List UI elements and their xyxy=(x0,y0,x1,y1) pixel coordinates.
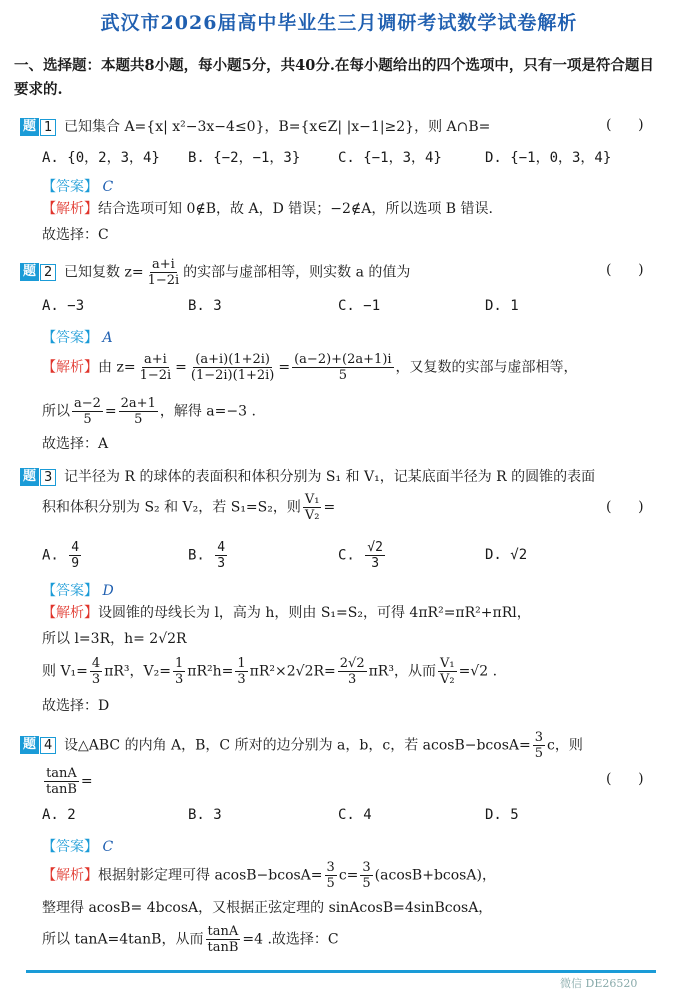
badge-number: 3 xyxy=(40,469,56,486)
badge-number: 4 xyxy=(40,737,56,754)
option: B. $\frac{4}{3}$ xyxy=(188,540,226,571)
analysis-line: 则 V₁= $\frac{4}{3}$ πR³，V₂= $\frac{1}{3}$ πR²h= $\frac{1}{3}$ πR²×2√2R= $\frac{2√2}{3}$ πR³，从而 $\frac{\text{V₁}}{\text{V₂}}$ =√2 . xyxy=(42,656,498,687)
analysis-label: 【解析】 xyxy=(42,201,98,217)
answer-label: 【答案】 xyxy=(42,583,98,599)
option: D. √2 xyxy=(485,547,528,563)
option: B. 3 xyxy=(188,807,222,823)
analysis-line: 所以 tanA=4tanB，从而 $\frac{\tan A}{\tan B}$ =4 .故选择：C xyxy=(42,924,339,955)
badge-label: 题 xyxy=(20,118,39,136)
analysis-line: 【解析】设圆锥的母线长为 l，高为 h，则由 S₁=S₂，可得 4πR²=πR²+πRl， xyxy=(42,605,531,621)
analysis-line xyxy=(42,199,493,219)
answer-value: D xyxy=(102,583,114,599)
answer-line xyxy=(42,580,114,600)
badge-label: 题 xyxy=(20,736,39,754)
question-stem: 已知集合 A={x| x²−3x−4≤0}，B={x∈Z| |x−1|≥2}，则 A∩B= xyxy=(64,119,491,135)
answer-value: C xyxy=(102,179,114,195)
answer-blank: ( ) xyxy=(606,499,644,515)
page-title: 武汉市2026届高中毕业生三月调研考试数学试卷解析 xyxy=(100,12,578,34)
option: A. 2 xyxy=(42,807,76,823)
answer-line xyxy=(42,836,113,856)
analysis-line: 故选择：D xyxy=(42,698,110,714)
option: C. {−1，3，4} xyxy=(338,150,442,166)
answer-label: 【答案】 xyxy=(42,179,98,195)
question-stem: 记半径为 R 的球体的表面积和体积分别为 S₁ 和 V₁，记某底面半径为 R 的圆锥的表面 xyxy=(64,469,596,485)
analysis-line: 【解析】根据射影定理可得 acosB−bcosA= $\frac{3}{5}$ c= $\frac{3}{5}$ (acosB+bcosA)， xyxy=(42,860,496,891)
analysis-line: 故选择：C xyxy=(42,227,109,243)
option: A. {0，2，3，4} xyxy=(42,150,160,166)
fraction: $\frac{(a+i)(1+2i)}{(1-2i)(1+2i)}$ xyxy=(190,352,275,383)
analysis-line: 所以 $\frac{a-2}{5}$ = $\frac{2a+1}{5}$ ，解得 a=−3 . xyxy=(42,396,256,427)
question-stem-cont: 积和体积分别为 S₂ 和 V₂，若 S₁=S₂，则 $\frac{\text{V₁}}{\text{V₂}}$ = xyxy=(42,492,336,523)
badge-number: 1 xyxy=(40,119,56,136)
footer-code: 微信 DE26520 xyxy=(560,977,638,990)
option-row xyxy=(42,538,662,574)
analysis-line: 所以 l=3R，h= 2√2R xyxy=(42,631,187,647)
option: C. −1 xyxy=(338,298,381,314)
analysis-label: 【解析】 xyxy=(42,605,98,621)
fraction: $\frac{a+i}{1-2i}$ xyxy=(147,257,180,288)
question-badge xyxy=(20,262,56,282)
badge-label: 题 xyxy=(20,263,39,281)
fraction: $\frac{(a-2)+(2a+1)i}{5}$ xyxy=(294,352,392,383)
option: C. $\frac{√2}{3}$ xyxy=(338,540,383,571)
analysis-label: 【解析】 xyxy=(42,867,98,884)
analysis-line: 【解析】由 z= $\frac{a+i}{1-2i}$ = $\frac{(a+i)(1+2i)}{(1-2i)(1+2i)}$ = $\frac{(a-2)+(2a+1)i}{5}$ ，又复数的实部与虚部相等， xyxy=(42,352,578,383)
option: B. {−2，−1，3} xyxy=(188,150,301,166)
fraction: $\frac{\text{V₁}}{\text{V₂}}$ xyxy=(304,492,320,523)
option: D. {−1，0，3，4} xyxy=(485,150,612,166)
footer-divider xyxy=(26,970,656,973)
answer-blank: ( ) xyxy=(606,117,644,133)
option: A. −3 xyxy=(42,298,85,314)
option: A. $\frac{4}{9}$ xyxy=(42,540,80,571)
answer-label: 【答案】 xyxy=(42,839,98,855)
analysis-line: 故选择：A xyxy=(42,436,109,452)
badge-number: 2 xyxy=(40,264,56,281)
question-badge xyxy=(20,735,56,755)
question-stem-cont: $\frac{\tan A}{\tan B}$ = xyxy=(46,766,93,797)
badge-label: 题 xyxy=(20,468,39,486)
answer-value: C xyxy=(102,839,114,855)
option-row xyxy=(42,807,662,829)
option: D. 5 xyxy=(485,807,519,823)
option-row xyxy=(42,147,662,169)
option-row xyxy=(42,298,662,320)
option: B. 3 xyxy=(188,298,222,314)
fraction: $\frac{a+i}{1-2i}$ xyxy=(139,352,172,383)
answer-line xyxy=(42,327,113,347)
analysis-line: 整理得 acosB= 4bcosA，又根据正弦定理的 sinAcosB=4sinBcosA， xyxy=(42,900,493,916)
fraction: $\frac{2a+1}{5}$ xyxy=(120,396,156,427)
question-badge xyxy=(20,117,56,137)
question-stem: 已知复数 z= $\frac{a+i}{1-2i}$ 的实部与虚部相等，则实数 a 的值为 xyxy=(64,257,411,288)
answer-line xyxy=(42,176,113,196)
answer-blank: ( ) xyxy=(606,771,644,787)
analysis-text: 结合选项可知 0∉B，故 A，D 错误；−2∉A，所以选项 B 错误. xyxy=(98,201,493,217)
answer-blank: ( ) xyxy=(606,262,644,278)
fraction: $\frac{a-2}{5}$ xyxy=(74,396,101,427)
option: D. 1 xyxy=(485,298,519,314)
analysis-label: 【解析】 xyxy=(42,359,98,376)
answer-label: 【答案】 xyxy=(42,330,98,346)
option: C. 4 xyxy=(338,807,372,823)
question-stem: 设△ABC 的内角 A，B，C 所对的边分别为 a，b，c，若 acosB−bcosA= $\frac{3}{5}$ c，则 xyxy=(64,730,583,761)
section-heading: 一、选择题：本题共8小题，每小题5分，共40分.在每小题给出的四个选项中，只有一项是符合题目要求的. xyxy=(14,57,654,98)
question-badge xyxy=(20,467,56,487)
answer-value: A xyxy=(102,330,113,346)
